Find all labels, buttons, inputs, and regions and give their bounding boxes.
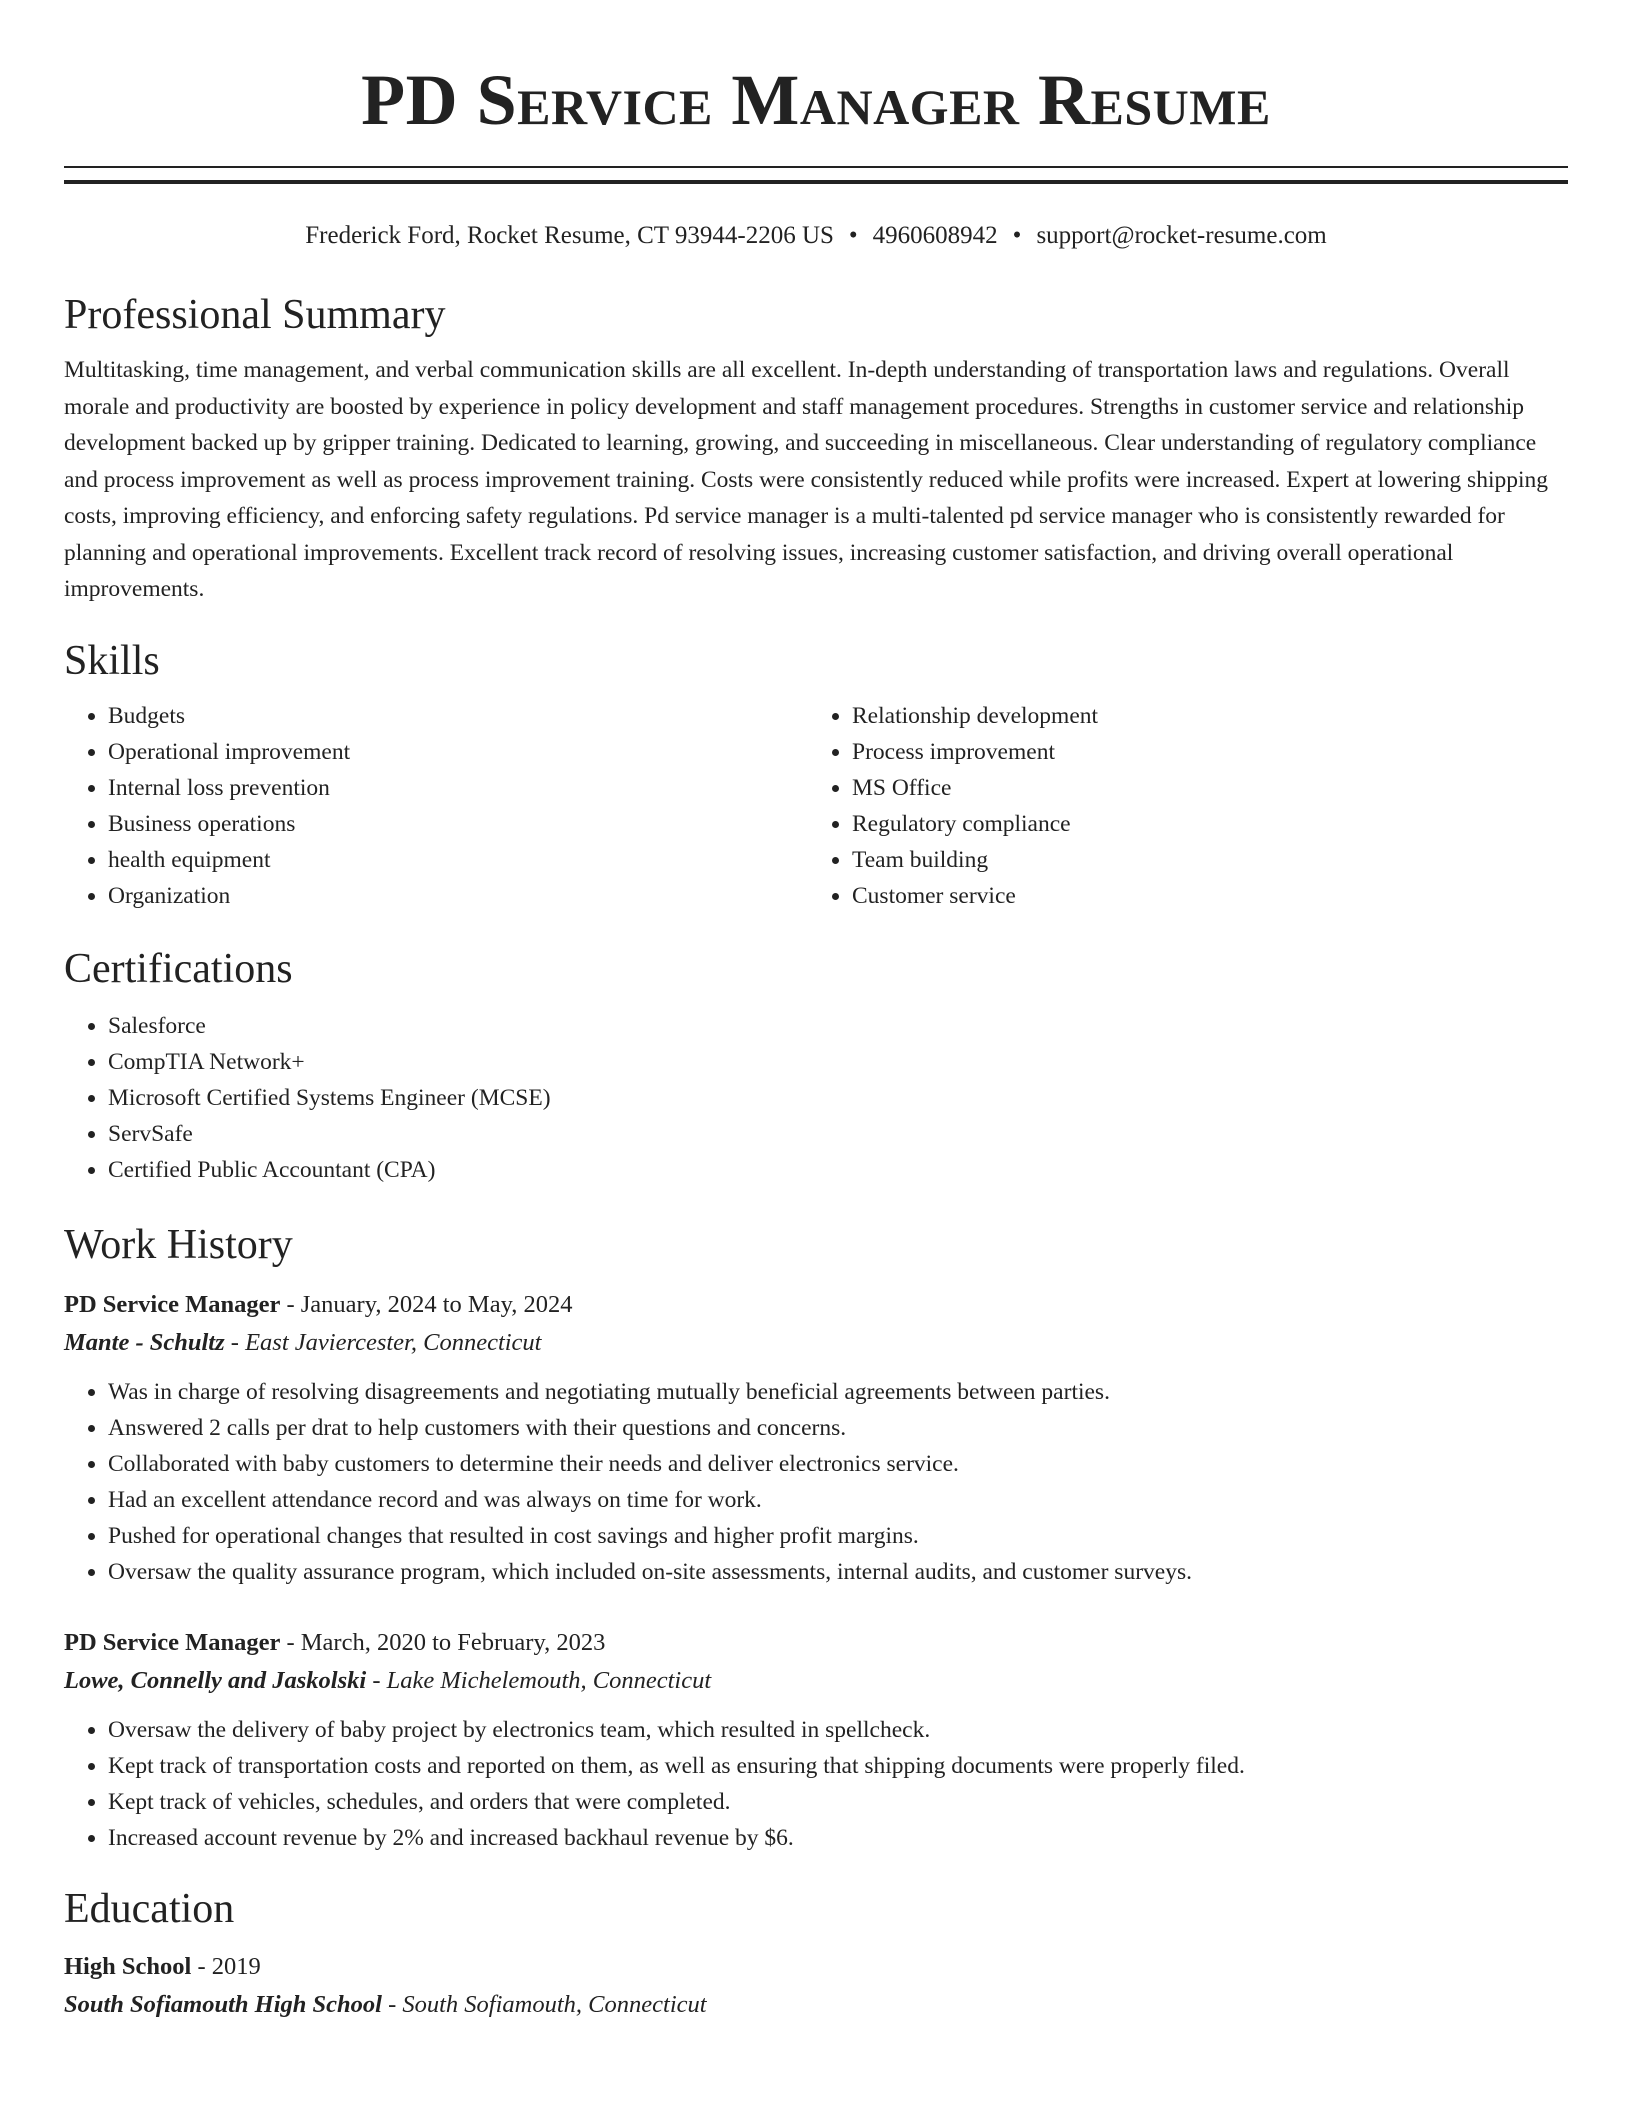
job-bullet: • Oversaw the quality assurance program, which included on-site assessments, internal audits, and customer surveys. xyxy=(108,1554,1568,1590)
job-bullet: • Kept track of transportation costs and reported on them, as well as ensuring that shipping documents were properly filed. xyxy=(108,1748,1568,1784)
title-double-rule xyxy=(64,166,1568,184)
contact-line xyxy=(64,220,1568,252)
education-section xyxy=(64,1884,1568,2024)
certification-item: • Certified Public Accountant (CPA) xyxy=(108,1152,1568,1188)
contact-address: Frederick Ford, Rocket Resume, CT 93944-2206 US xyxy=(305,222,834,249)
skills-section xyxy=(64,636,1568,914)
education-entry xyxy=(64,1948,1568,2024)
job-title-line xyxy=(64,1624,1568,1662)
job-entry xyxy=(64,1286,1568,1590)
job-bullet: • Increased account revenue by 2% and increased backhaul revenue by $6. xyxy=(108,1820,1568,1856)
job-bullets xyxy=(64,1712,1568,1856)
job-title: PD Service Manager xyxy=(64,1628,281,1656)
skill-item: • Organization xyxy=(108,878,808,914)
section-heading-work-history: Work History xyxy=(64,1221,293,1268)
job-location: East Javiercester, Connecticut xyxy=(245,1328,542,1356)
skills-list-left xyxy=(64,698,808,914)
certification-item: • ServSafe xyxy=(108,1116,1568,1152)
education-dash: - xyxy=(191,1952,212,1980)
job-bullet: • Collaborated with baby customers to determine their needs and deliver electronics service. xyxy=(108,1446,1568,1482)
job-company-line xyxy=(64,1662,1568,1700)
job-dash: - xyxy=(280,1290,301,1318)
professional-summary-section xyxy=(64,290,1568,608)
job-bullet: • Kept track of vehicles, schedules, and orders that were completed. xyxy=(108,1784,1568,1820)
education-degree: High School xyxy=(64,1952,192,1980)
section-heading-certifications: Certifications xyxy=(64,945,293,992)
skill-item: • Team building xyxy=(852,842,1552,878)
job-location: Lake Michelemouth, Connecticut xyxy=(386,1666,712,1694)
job-title-line xyxy=(64,1286,1568,1324)
skill-item: • Business operations xyxy=(108,806,808,842)
job-bullet: • Pushed for operational changes that resulted in cost savings and higher profit margins. xyxy=(108,1518,1568,1554)
section-heading-education: Education xyxy=(64,1885,235,1932)
job-company-line xyxy=(64,1324,1568,1362)
contact-separator: • xyxy=(1012,222,1022,249)
certification-item: • CompTIA Network+ xyxy=(108,1044,1568,1080)
resume-page xyxy=(64,0,1568,2024)
skills-list-right xyxy=(808,698,1552,914)
skill-item: • Operational improvement xyxy=(108,734,808,770)
work-history-section xyxy=(64,1220,1568,1856)
job-company: Lowe, Connelly and Jaskolski xyxy=(64,1666,367,1694)
skill-item: • Regulatory compliance xyxy=(852,806,1552,842)
job-bullet: • Oversaw the delivery of baby project by electronics team, which resulted in spellcheck. xyxy=(108,1712,1568,1748)
job-dash: - xyxy=(366,1666,387,1694)
job-dates: January, 2024 to May, 2024 xyxy=(300,1290,573,1318)
skill-item: • Relationship development xyxy=(852,698,1552,734)
skill-item: • health equipment xyxy=(108,842,808,878)
education-year: 2019 xyxy=(211,1952,261,1980)
education-dash: - xyxy=(381,1990,403,2018)
education-degree-line xyxy=(64,1948,1568,1986)
job-bullets xyxy=(64,1374,1568,1590)
education-school-line xyxy=(64,1986,1568,2024)
skill-item: • Internal loss prevention xyxy=(108,770,808,806)
job-title: PD Service Manager xyxy=(64,1290,281,1318)
job-bullet: • Was in charge of resolving disagreements and negotiating mutually beneficial agreements between parties. xyxy=(108,1374,1568,1410)
contact-phone: 4960608942 xyxy=(872,222,998,249)
job-dates: March, 2020 to February, 2023 xyxy=(300,1628,606,1656)
skill-item: • MS Office xyxy=(852,770,1552,806)
skills-column-right xyxy=(808,698,1552,914)
resume-title: PD Service Manager Resume xyxy=(361,60,1271,140)
summary-text: Multitasking, time management, and verbal communication skills are all excellent. In-depth understanding of transportation laws and regulations. Overall morale and productivity are boosted by experience in policy development and staff management procedures. Strengths in customer service and relationship development backed up by gripper training. Dedicated to learning, growing, and succeeding in miscellaneous. Clear understanding of regulatory compliance and process improvement as well as process improvement training. Costs were consistently reduced while profits were increased. Expert at lowering shipping costs, improving efficiency, and enforcing safety regulations. Pd service manager is a multi-talented pd service manager who is consistently rewarded for planning and operational improvements. Excellent track record of resolving issues, increasing customer satisfaction, and driving overall operational improvements. xyxy=(64,357,1549,602)
certifications-list xyxy=(64,1008,1568,1188)
job-bullet: • Had an excellent attendance record and was always on time for work. xyxy=(108,1482,1568,1518)
certification-item: • Salesforce xyxy=(108,1008,1568,1044)
job-entry xyxy=(64,1624,1568,1856)
job-dash: - xyxy=(280,1628,301,1656)
certifications-section xyxy=(64,944,1568,1188)
education-location: South Sofiamouth, Connecticut xyxy=(402,1990,707,2018)
job-bullet: • Answered 2 calls per drat to help customers with their questions and concerns. xyxy=(108,1410,1568,1446)
contact-separator: • xyxy=(848,222,858,249)
section-heading-summary: Professional Summary xyxy=(64,292,446,338)
skills-grid xyxy=(64,698,1568,914)
job-company: Mante - Schultz xyxy=(64,1328,225,1356)
section-heading-skills: Skills xyxy=(64,637,160,684)
contact-email: support@rocket-resume.com xyxy=(1036,222,1327,249)
skills-column-left xyxy=(64,698,808,914)
job-dash: - xyxy=(224,1328,246,1356)
skill-item: • Process improvement xyxy=(852,734,1552,770)
certification-item: • Microsoft Certified Systems Engineer (MCSE) xyxy=(108,1080,1568,1116)
skill-item: • Budgets xyxy=(108,698,808,734)
education-school: South Sofiamouth High School xyxy=(64,1990,382,2018)
skill-item: • Customer service xyxy=(852,878,1552,914)
